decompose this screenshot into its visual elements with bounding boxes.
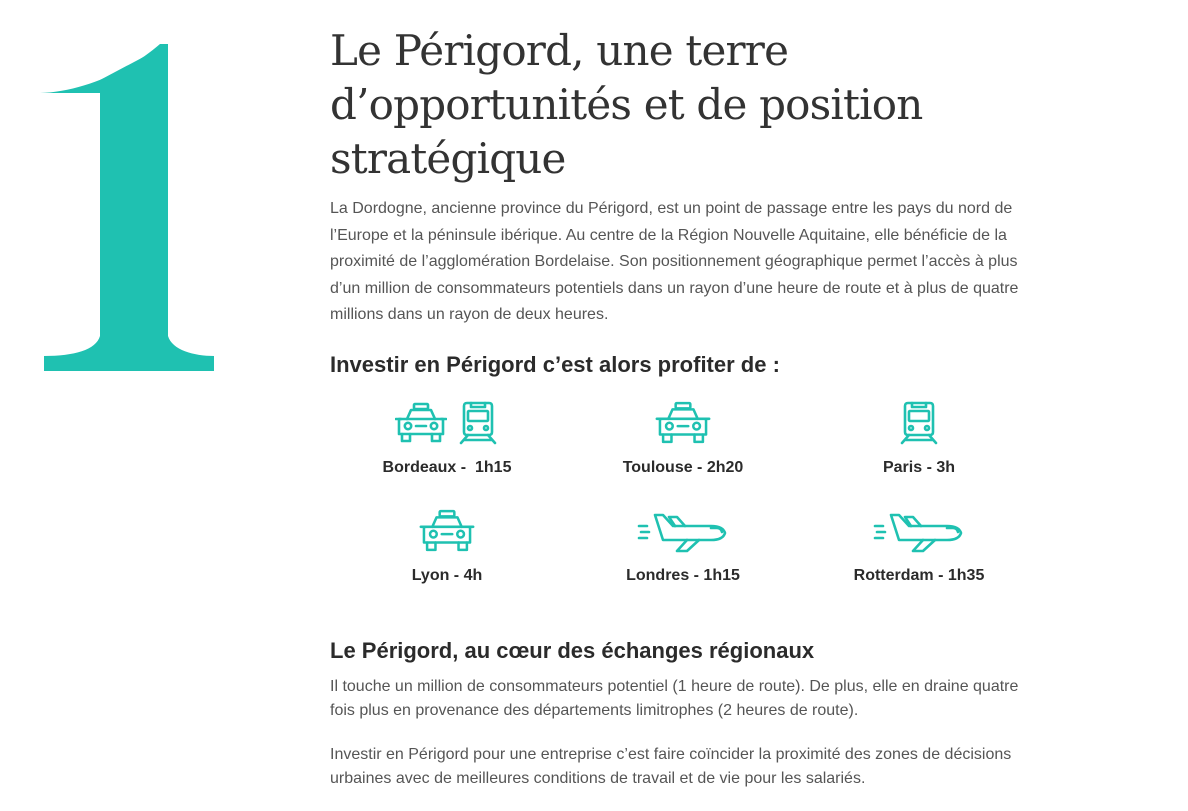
plane-icon	[637, 509, 729, 553]
destination-lyon	[337, 505, 557, 585]
invest-heading: Investir en Périgord c’est alors profiter de :	[330, 351, 780, 377]
car-icon	[395, 402, 447, 444]
destination-label: Lyon - 4h	[411, 566, 483, 584]
destination-rotterdam	[809, 505, 1029, 585]
train-icon	[898, 401, 940, 445]
train-icon	[457, 401, 499, 445]
destination-label: Bordeaux - 1h15	[382, 458, 512, 476]
region-paragraph-2: Investir en Périgord pour une entreprise c’est faire coïncider la proximité des zones de décisions urbaines avec de meilleures conditions de travail et de vie pour les salariés.	[330, 745, 1012, 787]
region-heading: Le Périgord, au cœur des échanges régionaux	[330, 637, 815, 663]
region-paragraph-1: Il touche un million de consommateurs potentiel (1 heure de route). De plus, elle en draine quatre fois plus en provenance des départements limitrophes (2 heures de route).	[330, 677, 1019, 719]
plane-icon	[873, 509, 965, 553]
destination-toulouse	[573, 397, 793, 477]
destinations-grid	[330, 397, 1050, 627]
page-title: Le Périgord, une terre d’opportunités et de position stratégique	[330, 26, 923, 183]
car-icon	[653, 401, 713, 445]
destination-label: Londres - 1h15	[626, 566, 740, 584]
destination-label: Toulouse - 2h20	[622, 458, 744, 476]
destination-paris	[809, 397, 1029, 477]
big-number-one	[0, 0, 250, 380]
intro-paragraph: La Dordogne, ancienne province du Périgord, est un point de passage entre les pays du nord de l’Europe et la péninsule ibérique. Au centre de la Région Nouvelle Aquitaine, elle bénéficie de la proximité de l’agglomération Bordelaise. Son positionnement géographique permet l’accès à plus d’un million de consommateurs potentiels dans un rayon d’une heure de route et à plus de quatre millions dans un rayon de deux heures.	[330, 200, 1019, 323]
destination-label: Rotterdam - 1h35	[853, 566, 985, 584]
main-content	[330, 24, 1050, 791]
destination-bordeaux	[337, 397, 557, 477]
car-icon	[417, 509, 477, 553]
destination-londres	[573, 505, 793, 585]
destination-label: Paris - 3h	[882, 458, 956, 476]
